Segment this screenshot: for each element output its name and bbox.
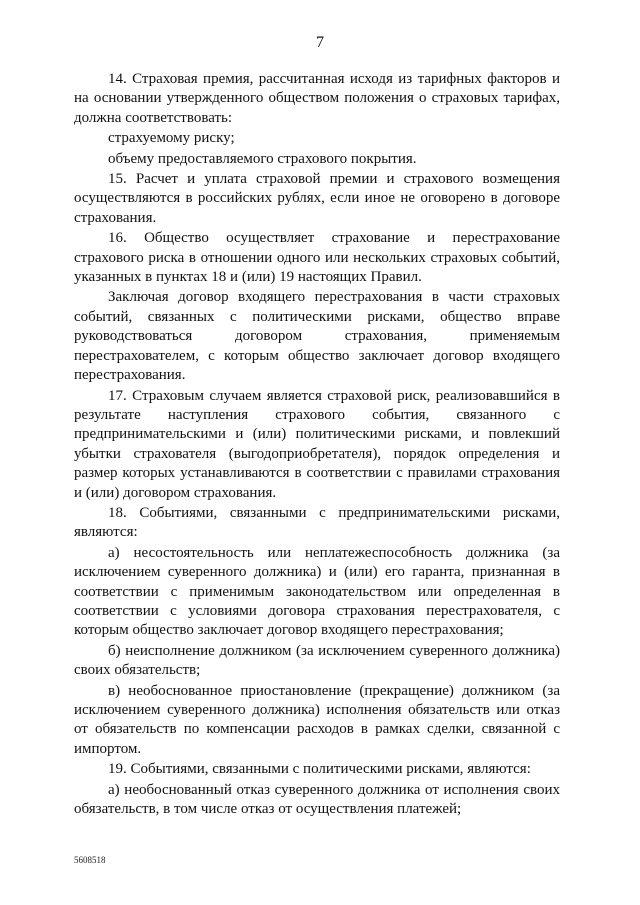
paragraph-16-reinsurance: Заключая договор входящего перестрахования в части страховых событий, связанных с политическими рисками, общество вправе руководствоваться договором страхования, применяемым перестрахователем, с которым общество заключает договор входящего перестрахования. [74,289,560,384]
paragraph-18-item-v: в) необоснованное приостановление (прекращение) должником (за исключением суверенного должника) исполнения обязательств или отказ от обязательств по компенсации расходов в рамках сделки, связанной с импортом. [74,682,560,757]
paragraph-14-item-coverage: объему предоставляемого страхового покрытия. [108,150,417,167]
paragraph-14: 14. Страховая премия, рассчитанная исходя из тарифных факторов и на основании утвержденного обществом положения о страховых тарифах, должна соответствовать: [74,71,560,126]
paragraph-16: 16. Общество осуществляет страхование и перестрахование страхового риска в отношении одного или нескольких страховых событий, указанных в пунктах 18 и (или) 19 настоящих Правил. [74,230,560,286]
paragraph-18-item-a: а) несостоятельность или неплатежеспособность должника (за исключением суверенного должника) и (или) его гаранта, признанная в соответствии с применимым законодательством или определенная в соответствии с условиями договора страхования перестрахователя, с которым общество заключает договор входящего перестрахования; [74,544,560,639]
paragraph-14-item-risk: страхуемому риску; [108,130,235,147]
document-code: 5608518 [74,855,106,865]
paragraph-19-item-a: а) необоснованный отказ суверенного должника от исполнения своих обязательств, в том числе отказ от осуществления платежей; [74,781,560,818]
paragraph-18: 18. Событиями, связанными с предпринимательскими рисками, являются: [74,504,560,541]
page-number: 7 [316,34,324,51]
paragraph-17: 17. Страховым случаем является страховой риск, реализовавшийся в результате наступления страхового события, связанного с предпринимательскими и (или) политическими рисками, и повлекший убытки страхователя (выгодоприобретателя), порядок определения и размер которых устанавливаются в соответствии с правилами страхования и (или) договором страхования. [74,387,560,501]
document-body [74,70,560,819]
paragraph-19: 19. Событиями, связанными с политическими рисками, являются: [108,761,531,778]
paragraph-18-item-b: б) неисполнение должником (за исключением суверенного должника) своих обязательств; [74,642,560,679]
paragraph-15: 15. Расчет и уплата страховой премии и страхового возмещения осуществляются в российских рублях, если иное не оговорено в договоре страхования. [74,171,560,226]
